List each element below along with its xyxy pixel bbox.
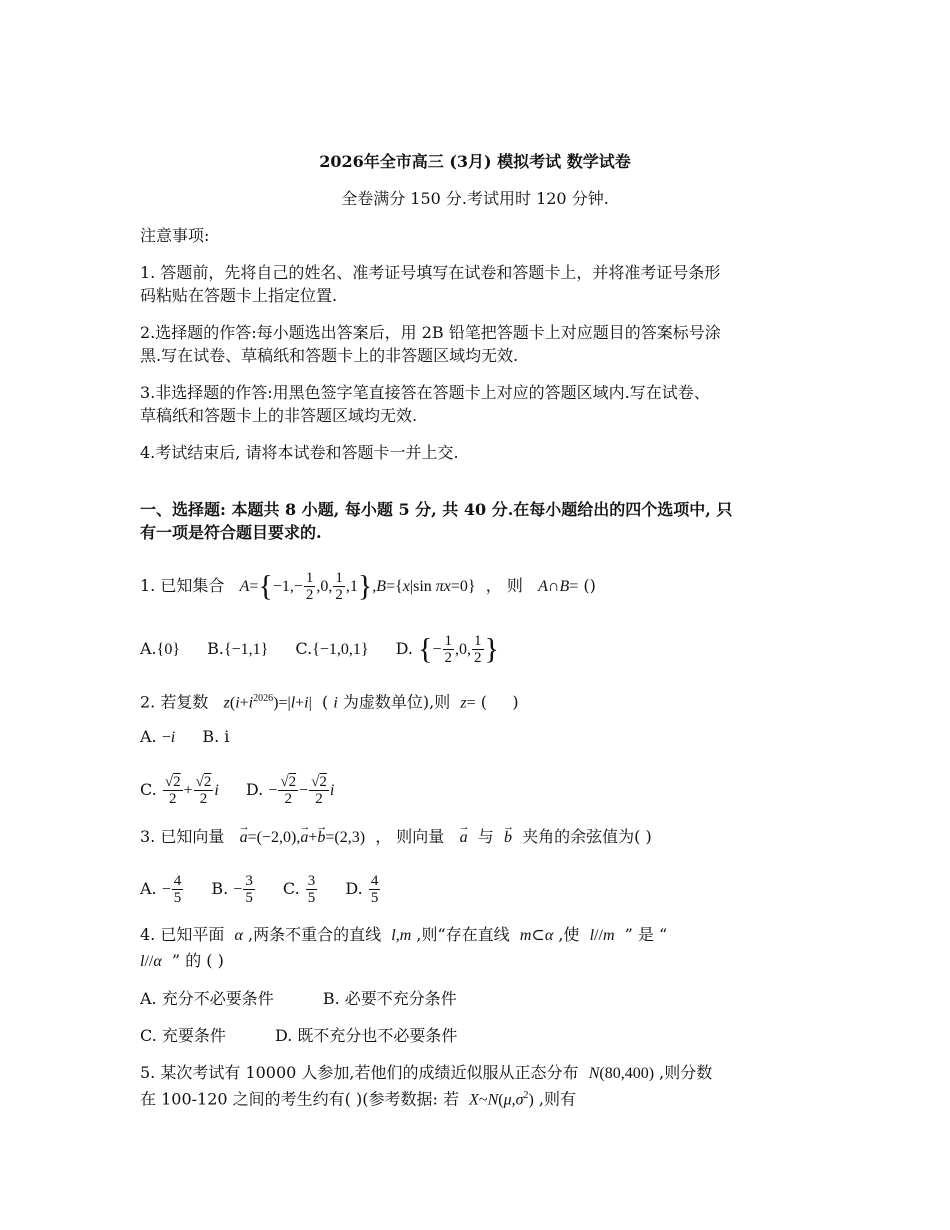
- question-3: 3. 已知向量 → a=(−2,0),→ a+→ b=(2,3) ， 则向量 → a 与 → b 夹角的余弦值为( ): [140, 827, 652, 848]
- q4-options-row-2: [140, 1026, 479, 1046]
- q2-note: 为虚数单位),则: [342, 692, 451, 712]
- note-line-2: 码粘贴在答题卡上指定位置.: [140, 286, 338, 305]
- q2-option-c: C. $\frac{√2}{2}$ + $\frac{√2}{2}$ i: [140, 774, 219, 807]
- question-1: 1. 已知集合 A={−1,− $\frac{1}{2}$ ,0, $\frac{1}{2}$ ,1},B={x|sin πx=0} ， 则 A∩B= (): [140, 569, 596, 603]
- q3-tail: 夹角的余弦值为( ): [522, 827, 652, 846]
- section-heading-2: 有一项是符合题目要求的.: [140, 523, 322, 542]
- q2-option-a: A. −i: [140, 727, 176, 746]
- q1-set-a: A: [239, 578, 250, 595]
- question-5-line-1: 5. 某次考试有 10000 人参加,若他们的成绩近似服从正态分布 N(80,400) ,则分数: [140, 1063, 713, 1082]
- q4-options-row-1: [140, 989, 479, 1009]
- q2-option-b: B. i: [202, 727, 230, 746]
- page-title: 2026年全市高三 (3月) 模拟考试 数学试卷: [319, 152, 631, 171]
- page-subtitle: 全卷满分 150 分.考试用时 120 分钟.: [341, 189, 609, 208]
- note-line-7: 4.考试结束后, 请将本试卷和答题卡一并上交.: [140, 443, 459, 462]
- question-4-line-1: 4. 已知平面 α ,两条不重合的直线 l,m ,则“存在直线 m⊂α ,使 l//m ” 是 “: [140, 925, 668, 944]
- q1-set-b: B: [376, 578, 387, 595]
- q3-options: [140, 873, 403, 906]
- q1-prefix: 1. 已知集合: [140, 576, 225, 595]
- q2-options-row-2: [140, 774, 356, 807]
- q1-option-b: B.{−1,1}: [207, 639, 269, 658]
- q3-option-c: C. $\frac{3}{5}$: [282, 873, 316, 906]
- q4-option-a: A. 充分不必要条件: [140, 989, 274, 1008]
- q1-option-d: D. {− $\frac{1}{2}$ ,0, $\frac{1}{2}$ }: [395, 632, 499, 666]
- section-heading-1: 一、选择题: 本题共 8 小题, 每小题 5 分, 共 40 分.在每小题给出的四个选项中, 只: [140, 500, 733, 519]
- q2-option-d: D. − $\frac{√2}{2}$ − $\frac{√2}{2}$ i: [245, 774, 335, 807]
- q2-prefix: 2. 若复数: [140, 692, 209, 712]
- note-line-1: 1. 答题前，先将自己的姓名、准考证号填写在试卷和答题卡上，并将准考证号条形: [140, 263, 721, 282]
- q4-option-b: B. 必要不充分条件: [322, 989, 457, 1008]
- note-line-6: 草稿纸和答题卡上的非答题区域均无效.: [140, 406, 418, 425]
- note-line-3: 2.选择题的作答:每小题选出答案后，用 2B 铅笔把答题卡上对应题目的答案标号涂: [140, 323, 721, 342]
- q2-options-row-1: [140, 727, 251, 748]
- q4-option-c: C. 充要条件: [140, 1026, 226, 1045]
- q3-mid: ， 则向量: [375, 827, 445, 846]
- notes-heading: 注意事项:: [140, 226, 210, 245]
- q3-option-d: D. $\frac{4}{5}$: [345, 873, 379, 906]
- q1-option-a: A.{0}: [140, 639, 180, 658]
- note-line-5: 3.非选择题的作答:用黑色签字笔直接答在答题卡上对应的答题区域内.写在试卷、: [140, 383, 710, 402]
- q4-option-d: D. 既不充分也不必要条件: [274, 1026, 458, 1045]
- question-2: 2. 若复数 $z(i+i^{2026})=|l+i|$ ( i 为虚数单位),则 z= ( ): [140, 692, 519, 712]
- question-4-line-2: l//α ” 的 ( ): [140, 951, 224, 970]
- q1-options: [140, 633, 521, 666]
- question-5-line-2: 在 100-120 之间的考生约有( )(参考数据: 若 $X\sim N(\mu,\sigma^2)$ ,则有: [140, 1089, 576, 1109]
- q1-then: ， 则: [485, 576, 523, 595]
- q3-option-b: B. − $\frac{3}{5}$: [211, 873, 253, 906]
- q3-and: 与: [477, 827, 494, 846]
- q1-answer-paren: (): [583, 576, 596, 595]
- q1-option-c: C.{−1,0,1}: [295, 639, 369, 658]
- q3-prefix: 3. 已知向量: [140, 827, 225, 846]
- note-line-4: 黑.写在试卷、草稿纸和答题卡上的非答题区域均无效.: [140, 346, 519, 365]
- q3-option-a: A. − $\frac{4}{5}$: [140, 873, 182, 906]
